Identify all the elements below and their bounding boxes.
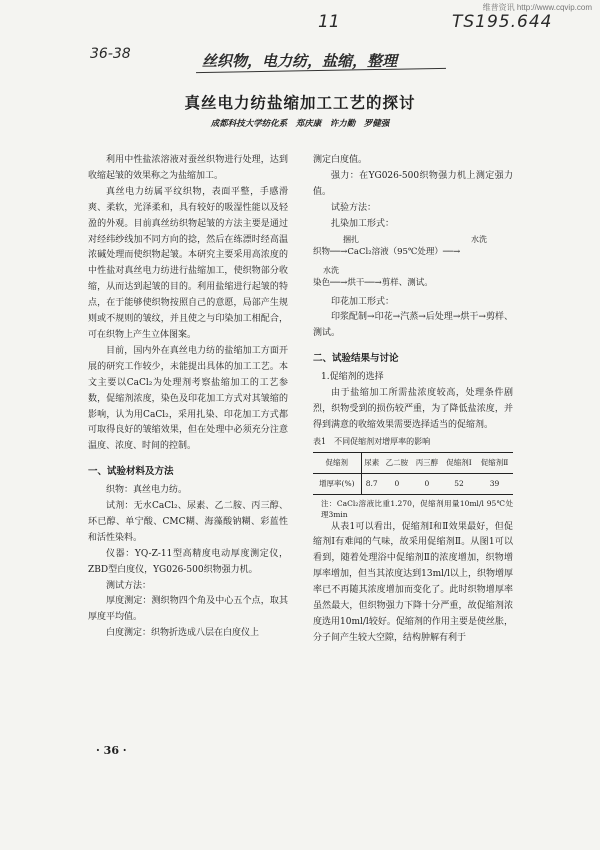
table-header-cell: 尿素 — [361, 452, 382, 473]
strength-test: 强力：在YG026-500织物强力机上测定强力值。 — [313, 170, 513, 197]
table-row-label: 增厚率(%) — [313, 473, 361, 494]
whiteness-test: 白度测定：织物折选成八层在白度仪上 — [106, 628, 260, 639]
flow-line-2-text: 染色──→烘干──→剪样、测试。 — [313, 277, 433, 288]
section-1-heading: 一、试验材料及方法 — [88, 466, 174, 478]
table-header-cell: 促缩剂 — [313, 452, 361, 473]
tie-dye-flow-line-1 — [313, 233, 513, 264]
materials-fabric: 织物：真丝电力纺。 — [106, 485, 188, 496]
subsection-1-paragraph: 由于盐缩加工所需盐浓度较高，处理条件剧烈，织物受到的损伤较严重，为了降低盐浓度，并得到满意的收缩效果需要选择适当的促缩剂。 — [313, 388, 513, 430]
handwritten-page-id: 36-38 — [90, 46, 131, 62]
handwritten-call-number: TS195.644 — [452, 12, 553, 32]
table-header-cell: 促缩剂Ⅰ — [442, 452, 476, 473]
tie-dye-label: 扎染加工形式： — [331, 218, 395, 229]
handwritten-scribble: 11 — [318, 12, 340, 32]
table-row — [313, 473, 513, 494]
flow-label-wash-2: 水洗 — [323, 265, 339, 275]
table-header-cell: 乙二胺 — [382, 452, 412, 473]
discussion-paragraph: 从表1可以看出，促缩剂Ⅰ和Ⅱ效果最好，但促缩剂Ⅰ有难闻的气味，故采用促缩剂Ⅱ。从图1可以看到，随着处理浴中促缩剂Ⅱ的浓度增加，织物增厚率增加，但当其浓度达到13ml/l以上，织物增厚率已不再随其浓度增加而变化了。此时织物增厚率虽然最大，但织物强力下降十分严重，故促缩剂浓度选用10ml/l较好。促缩剂的作用主要是使丝胀，分子间产生较大空隙，结构肿解有利于 — [313, 521, 513, 643]
intro-paragraph-1: 利用中性盐浓溶液对蚕丝织物进行处理，达到收缩起皱的效果称之为盐缩加工。 — [88, 155, 288, 181]
tie-dye-flow-line-2 — [313, 264, 513, 295]
table-header-cell: 促缩剂Ⅱ — [476, 452, 513, 473]
materials-instruments: 仪器：YQ-Z-11型高精度电动厚度测定仪，ZBD型白度仪，YG026-500织物强力机。 — [88, 548, 288, 575]
section-2-heading: 二、试验结果与讨论 — [313, 353, 399, 365]
handwritten-keywords: 丝织物，电力纺，盐缩，整理 — [202, 52, 398, 70]
print-process: 印浆配制→印花→汽蒸→后处理→烘干→剪样、测试。 — [313, 312, 513, 339]
article-title: 真丝电力纺盐缩加工工艺的探讨 — [184, 93, 416, 112]
intro-paragraph-2: 真丝电力纺属平纹织物，表面平整，手感滑爽、柔软，光泽柔和，具有较好的吸湿性能以及轻盈的外观。目前真丝纺织物起皱的方法主要是通过对经纬纱线加不同方向的捻，然后在练漂时经高温浓碱处理而使织物起皱。本研究主要采用高浓度的中性盐对真丝电力纺进行盐缩加工，使织物部分收缩，从而达到起皱的目的。利用盐缩进行起皱的特点，在于能够使织物按照自己的意愿，局部产生规则或不规则的皱纹，并且使之与印染加工相配合，可在织物上产生立体图案。 — [88, 186, 288, 340]
article-authors: 成都科技大学纺化系 郑庆康 许力勤 罗健强 — [210, 119, 390, 129]
page-number: · 36 · — [96, 744, 127, 757]
print-label: 印花加工形式： — [331, 296, 395, 307]
flow-line-1-text: 织物──→CaCl₂溶液（95℃处理）──→ — [313, 246, 461, 257]
right-column — [313, 153, 513, 647]
table-cell: 0 — [412, 473, 442, 494]
whiteness-test-cont: 测定白度值。 — [313, 155, 368, 165]
subsection-1-heading: 1.促缩剂的选择 — [321, 372, 384, 383]
table-1-note: 注：CaCl₂溶液比重1.270，促缩剂用量10ml/l 95℃处理3min — [321, 498, 513, 519]
watermark: 维普资讯 http://www.cqvip.com — [482, 3, 592, 12]
table-cell: 8.7 — [361, 473, 382, 494]
thickness-test: 厚度测定：测织物四个角及中心五个点，取其厚度平均值。 — [88, 596, 288, 623]
intro-paragraph-3: 目前，国内外在真丝电力纺的盐缩加工方面开展的研究工作较少，未能提出具体的加工工艺。本文主要以CaCl₂为处理剂考察盐缩加工的工艺参数，促缩剂浓度，染色及印花加工方式对其皱缩的影响，认为用CaCl₂，采用扎染、印花加工方式都可取得良好的皱缩效果，但在处理中必须充分注意温度、浓度、时间的控制。 — [88, 345, 288, 452]
flow-label-wash: 水洗 — [471, 234, 487, 244]
table-1-caption: 表1 不同促缩剂对增厚率的影响 — [313, 436, 431, 446]
table-cell: 52 — [442, 473, 476, 494]
flow-label-binding: 捆扎 — [343, 234, 359, 244]
table-cell: 39 — [476, 473, 513, 494]
table-header-cell: 丙三醇 — [412, 452, 442, 473]
table-cell: 0 — [382, 473, 412, 494]
materials-reagents: 试剂：无水CaCl₂、尿素、乙二胺、丙三醇、环已醇、单宁酸、CMC糊、海藻酸钠糊、彩蓝性和活性染料。 — [88, 501, 288, 543]
experiment-methods-label: 试验方法： — [331, 202, 377, 213]
table-1 — [313, 452, 513, 495]
table-header-row — [313, 452, 513, 473]
test-methods-label: 测试方法： — [106, 580, 152, 591]
left-column — [88, 153, 288, 642]
